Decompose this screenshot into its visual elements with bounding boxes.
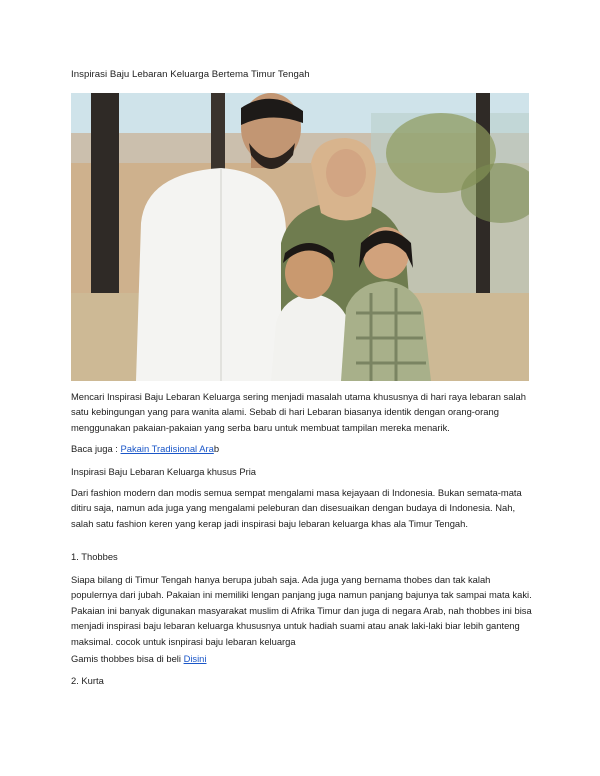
gamis-line xyxy=(71,651,533,666)
thobbes-paragraph: Siapa bilang di Timur Tengah hanya berupa jubah saja. Ada juga yang bernama thobes dan tak kalah populernya dari jubah. Pakaian ini memiliki lengan panjang juga namun panjang bajunya tak sampai mata kaki. Pakaian ini banyak digunakan masyarakat muslim di Afrika Timur dan juga di negara Arab, nah thobbes ini bisa menjadi inspirasi baju lebaran keluarga khususnya untuk hadiah suami atau anak laki-laki biar lebih ganteng maksimal. cocok untuk isnpirasi baju lebaran keluarga xyxy=(71,574,532,647)
section-heading-thobbes: 1. Thobbes xyxy=(71,551,118,562)
gamis-prefix: Gamis thobbes bisa di beli xyxy=(71,653,184,664)
pakaian-tradisional-link[interactable]: Pakain Tradisional Ara xyxy=(120,443,214,454)
baca-juga-prefix: Baca juga : xyxy=(71,443,121,454)
baca-juga-suffix: b xyxy=(213,443,220,454)
page-title: Inspirasi Baju Lebaran Keluarga Bertema Timur Tengah xyxy=(71,69,310,80)
section-heading-pria: Inspirasi Baju Lebaran Keluarga khusus Pria xyxy=(71,466,257,477)
section-heading-kurta: 2. Kurta xyxy=(71,675,104,686)
family-photo-icon xyxy=(71,93,529,381)
disini-link[interactable]: Disini xyxy=(183,653,207,664)
fashion-paragraph: Dari fashion modern dan modis semua sempat mengalami masa kejayaan di Indonesia. Bukan semata-mata ditiru saja, namun ada juga yang mengalami peleburan dan disesuaikan dengan budaya di Indonesia. Nah, salah satu fashion keren yang kerap jadi inspirasi baju lebaran keluarga khas ala Timur Tengah. xyxy=(71,487,522,529)
baca-juga-line xyxy=(71,441,533,456)
family-photo xyxy=(71,93,529,381)
intro-paragraph: Mencari Inspirasi Baju Lebaran Keluarga sering menjadi masalah utama khususnya di hari raya lebaran salah satu kebingungan yang para wanita alami. Sebab di hari Lebaran biasanya identik dengan orang-orang menggunakan pakaian-pakaian yang serba baru untuk membuat tampilan mereka menarik. xyxy=(71,391,526,433)
